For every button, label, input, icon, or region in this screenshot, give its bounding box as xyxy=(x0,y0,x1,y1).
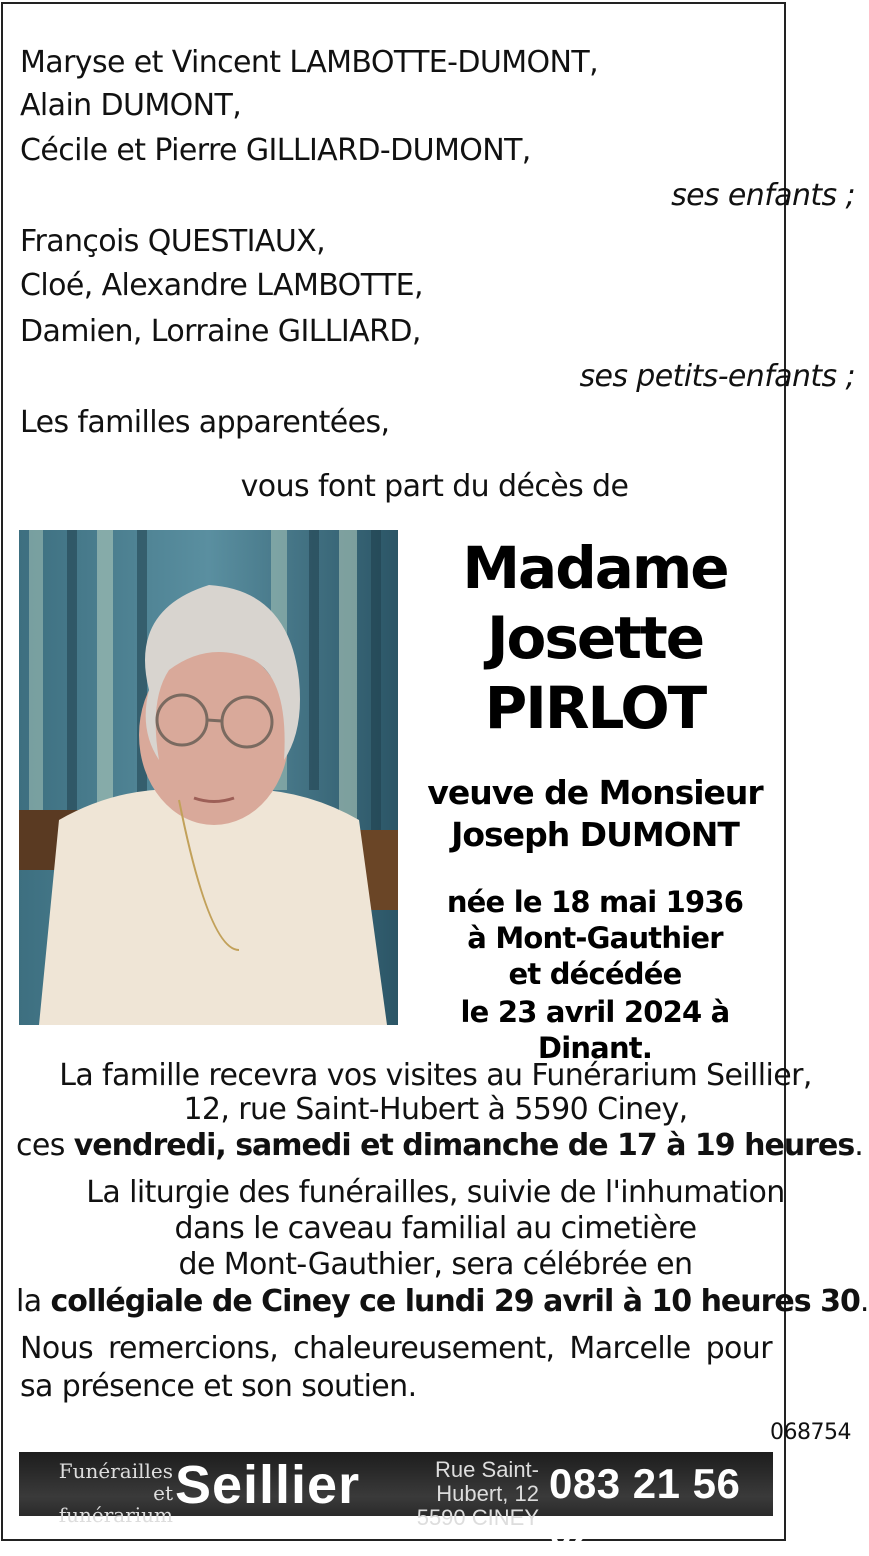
visits-line: ces vendredi, samedi et dimanche de 17 à 19 heures. xyxy=(16,1128,864,1163)
birth-line: née le 18 mai 1936 xyxy=(446,885,744,919)
announce-line: vous font part du décès de xyxy=(240,469,629,504)
death-line: et décédée xyxy=(508,957,682,991)
widow-line: Joseph DUMONT xyxy=(451,815,739,854)
deceased-last-name: PIRLOT xyxy=(484,674,706,742)
thanks-line: sa présence et son soutien. xyxy=(20,1369,417,1404)
family-line: Damien, Lorraine GILLIARD, xyxy=(20,314,421,349)
visits-line: 12, rue Saint-Hubert à 5590 Ciney, xyxy=(183,1092,688,1127)
funeral-home-banner xyxy=(19,1452,773,1555)
funeral-home-brand: Seillier xyxy=(175,1455,361,1515)
liturgy-line: La liturgie des funérailles, suivie de l'inhumation xyxy=(86,1175,785,1210)
children-label: ses enfants ; xyxy=(671,178,855,213)
address-line: 5590 CINEY xyxy=(416,1505,539,1530)
tagline-line: Funérailles xyxy=(58,1459,173,1483)
liturgy-line: dans le caveau familial au cimetière xyxy=(174,1211,697,1246)
birth-line: à Mont-Gauthier xyxy=(467,921,723,955)
family-line: Maryse et Vincent LAMBOTTE-DUMONT, xyxy=(20,45,599,80)
family-line: François QUESTIAUX, xyxy=(20,224,326,259)
death-line: le 23 avril 2024 à Dinant. xyxy=(460,995,730,1065)
family-line: Cécile et Pierre GILLIARD-DUMONT, xyxy=(20,133,531,168)
visits-line: La famille recevra vos visites au Funérarium Seillier, xyxy=(59,1058,812,1093)
portrait-photo xyxy=(19,530,398,1025)
funeral-home-tagline xyxy=(33,1460,173,1526)
relatives-line: Les familles apparentées, xyxy=(20,405,390,440)
deceased-first-name: Josette xyxy=(486,604,704,672)
funeral-home-address xyxy=(371,1458,539,1530)
family-line: Alain DUMONT, xyxy=(20,88,242,123)
grandchildren-label: ses petits-enfants ; xyxy=(579,359,855,394)
reference-number: 068754 xyxy=(770,1420,851,1445)
deceased-title: Madame xyxy=(462,534,728,602)
liturgy-line: de Mont-Gauthier, sera célébrée en xyxy=(178,1247,693,1282)
portrait-illustration xyxy=(19,530,398,1025)
thanks-line: Nous remercions, chaleureusement, Marcelle pour xyxy=(20,1331,772,1366)
family-line: Cloé, Alexandre LAMBOTTE, xyxy=(20,268,423,303)
liturgy-line: la collégiale de Ciney ce lundi 29 avril à 10 heures 30. xyxy=(16,1284,869,1319)
widow-line: veuve de Monsieur xyxy=(427,773,763,812)
funeral-home-phone: 083 21 56 02 xyxy=(549,1460,741,1555)
tagline-line: et funérarium xyxy=(58,1481,173,1527)
address-line: Rue Saint-Hubert, 12 xyxy=(435,1457,539,1506)
